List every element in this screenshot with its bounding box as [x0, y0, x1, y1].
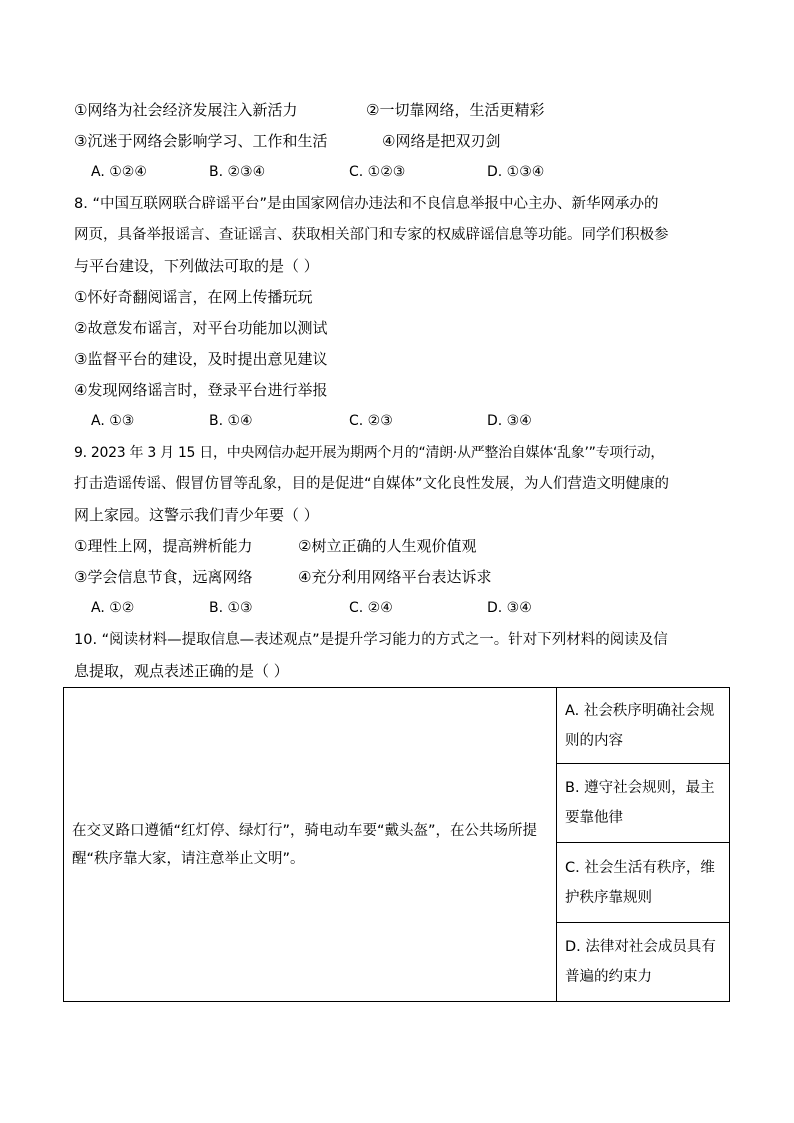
q9-statement-3: ③学会信息节食，远离网络: [74, 568, 253, 586]
q9-choice-d[interactable]: D. ③④: [487, 600, 532, 616]
q8-stem-line-1: 8. “中国互联网联合辟谣平台”是由国家网信办违法和不良信息举报中心主办、新华网承办的: [74, 196, 659, 212]
q9-choice-a[interactable]: A. ①②: [91, 600, 135, 616]
q8-choice-a[interactable]: A. ①③: [91, 413, 135, 429]
q8-statement-1: ①怀好奇翻阅谣言，在网上传播玩玩: [74, 288, 313, 306]
q7-choice-b[interactable]: B. ②③④: [209, 164, 266, 180]
q7-statement-1: ①网络为社会经济发展注入新活力: [74, 101, 298, 119]
q9-stem-line-1: 9. 2023 年 3 月 15 日，中央网信办起开展为期两个月的“清朗·从严整治自媒体‘乱象’”专项行动，: [74, 445, 665, 461]
q10-option-a: A. 社会秩序明确社会规则的内容: [565, 702, 715, 749]
q7-statement-3: ③沉迷于网络会影响学习、工作和生活: [74, 132, 328, 150]
q8-statement-2: ②故意发布谣言，对平台功能加以测试: [74, 319, 328, 337]
q7-statement-2: ②一切靠网络，生活更精彩: [366, 101, 545, 119]
q7-choice-d[interactable]: D. ①③④: [487, 164, 545, 180]
q8-choice-d[interactable]: D. ③④: [487, 413, 532, 429]
q8-choice-b[interactable]: B. ①④: [209, 413, 253, 429]
q7-choice-a[interactable]: A. ①②④: [91, 164, 147, 180]
q9-stem-line-3: 网上家园。这警示我们青少年要（ ）: [74, 506, 319, 524]
q10-option-a-cell[interactable]: [557, 688, 730, 764]
q10-option-d: D. 法律对社会成员具有普遍的约束力: [565, 939, 716, 985]
q8-statement-4: ④发现网络谣言时，登录平台进行举报: [74, 381, 328, 399]
q10-stem-line-1: 10. “阅读材料—提取信息—表述观点”是提升学习能力的方式之一。针对下列材料的阅读及信: [74, 632, 668, 648]
q7-statement-4: ④网络是把双刃剑: [382, 132, 501, 150]
q8-stem-line-3: 与平台建设，下列做法可取的是（ ）: [74, 257, 319, 275]
q7-choice-c[interactable]: C. ①②③: [349, 164, 406, 180]
q8-choice-c[interactable]: C. ②③: [349, 413, 393, 429]
q9-choice-c[interactable]: C. ②④: [349, 600, 393, 616]
q8-stem-line-2: 网页，具备举报谣言、查证谣言、获取相关部门和专家的权威辟谣信息等功能。同学们积极参: [74, 227, 669, 243]
q9-stem-line-2: 打击造谣传谣、假冒仿冒等乱象，目的是促进“自媒体”文化良性发展，为人们营造文明健康的: [74, 476, 670, 492]
q9-choice-b[interactable]: B. ①③: [209, 600, 253, 616]
q10-option-d-cell[interactable]: [557, 923, 730, 1002]
q9-statement-1: ①理性上网，提高辨析能力: [74, 537, 253, 555]
q9-statement-4: ④充分利用网络平台表达诉求: [298, 568, 492, 586]
q10-material-cell: [64, 688, 557, 1002]
q10-table: [63, 687, 730, 1002]
q10-option-c-cell[interactable]: [557, 843, 730, 923]
q10-material-text: 在交叉路口遵循“红灯停、绿灯行”，骑电动车要“戴头盔”，在公共场所提醒“秩序靠大家，请注意举止文明”。: [72, 822, 538, 867]
q8-statement-3: ③监督平台的建设，及时提出意见建议: [74, 350, 328, 368]
q9-statement-2: ②树立正确的人生观价值观: [298, 537, 477, 555]
q10-option-b-cell[interactable]: [557, 764, 730, 843]
q10-option-c: C. 社会生活有秩序，维护秩序靠规则: [565, 859, 715, 906]
q10-option-b: B. 遵守社会规则，最主要靠他律: [565, 780, 715, 826]
q10-stem-line-2: 息提取，观点表述正确的是（ ）: [74, 662, 289, 680]
